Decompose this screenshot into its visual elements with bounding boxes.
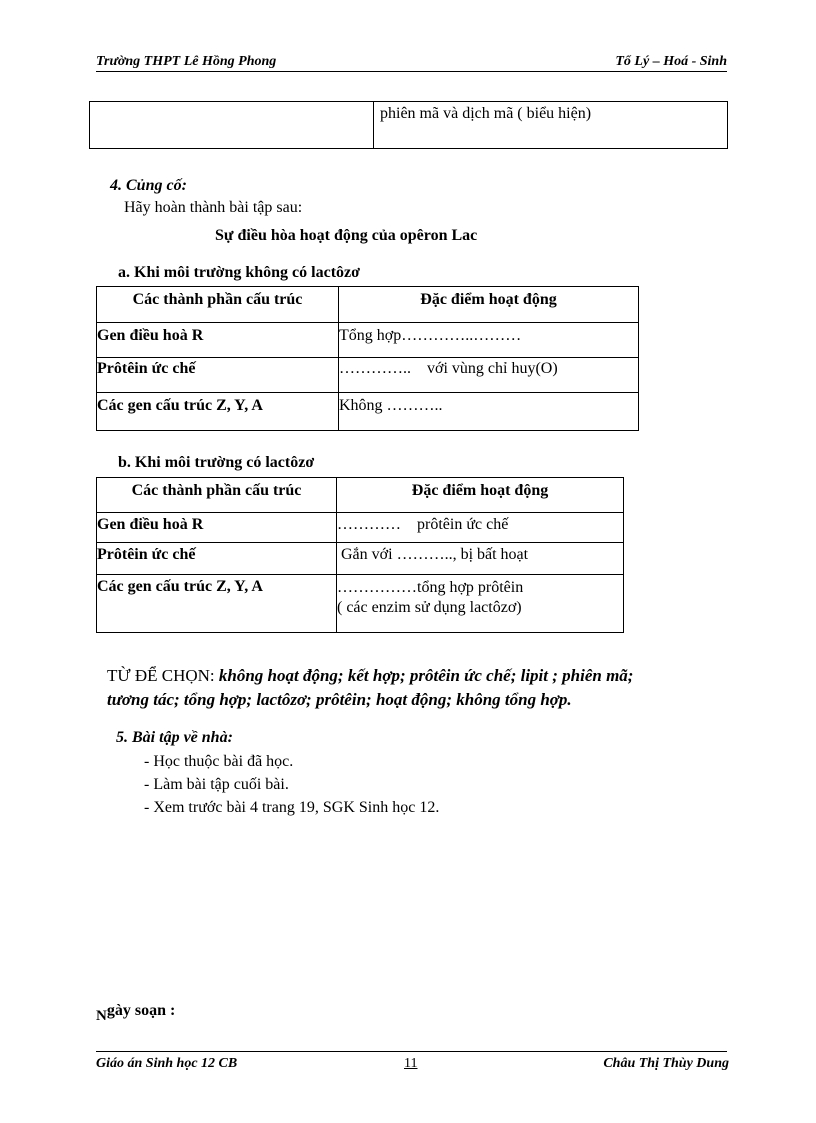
- table-b-caption: b. Khi môi trường có lactôzơ: [118, 454, 315, 471]
- table-a-row2-component: Prôtêin ức chế: [97, 358, 339, 393]
- table-b-row2-activity: Gắn với ……….., bị bất hoạt: [337, 543, 624, 575]
- section4-subtitle: Sự điều hòa hoạt động của opêron Lac: [215, 227, 478, 244]
- word-bank-words2: tương tác; tổng hợp; lactôzơ; prôtêin; hoạt động; không tổng hợp.: [107, 690, 572, 709]
- table-a-row3-activity: Không ………..: [339, 393, 639, 431]
- table-a-caption: a. Khi môi trường không có lactôzơ: [118, 264, 360, 281]
- table-a-header-structure: Các thành phần cấu trúc: [97, 287, 339, 323]
- word-bank: [107, 664, 747, 712]
- table-b-row3-activity-line1: ……………tổng hợp prôtêin: [337, 579, 524, 596]
- header-rule: [96, 71, 727, 72]
- table-b-header-activity: Đặc điểm hoạt động: [337, 478, 624, 513]
- homework-list: [144, 750, 439, 819]
- footer-author: Châu Thị Thùy Dung: [603, 1056, 729, 1071]
- continuation-left-cell: [90, 102, 374, 149]
- table-a: [96, 286, 639, 431]
- table-b-row3-activity-line2: ( các enzim sử dụng lactôzơ): [337, 599, 522, 616]
- preparation-date-label: gày soạn :: [106, 1002, 176, 1019]
- word-bank-label: TỪ ĐỂ CHỌN:: [107, 666, 219, 685]
- footer-rule: [96, 1051, 727, 1052]
- word-bank-line1: [107, 664, 747, 688]
- table-b-row3-activity: [337, 575, 624, 633]
- table-a-row2-activity: ………….. với vùng chỉ huy(O): [339, 358, 639, 393]
- table-a-header-activity: Đặc điểm hoạt động: [339, 287, 639, 323]
- table-b-row3-component: Các gen cấu trúc Z, Y, A: [97, 575, 337, 633]
- table-a-row1-activity: Tổng hợp…………..………: [339, 323, 639, 358]
- table-b-row1-activity: ………… prôtêin ức chế: [337, 513, 624, 543]
- continuation-right-cell: phiên mã và dịch mã ( biểu hiện): [374, 102, 728, 149]
- homework-item: - Làm bài tập cuối bài.: [144, 776, 289, 793]
- homework-item: - Học thuộc bài đã học.: [144, 753, 294, 770]
- section4-title: 4. Củng cố:: [110, 177, 187, 194]
- header-school: Trường THPT Lê Hồng Phong: [96, 54, 277, 69]
- word-bank-words1: không hoạt động; kết hợp; prôtêin ức chế; lipit ; phiên mã;: [218, 666, 634, 685]
- section5-title: 5. Bài tập về nhà:: [116, 729, 233, 746]
- table-b-row1-component: Gen điều hoà R: [97, 513, 337, 543]
- homework-item: - Xem trước bài 4 trang 19, SGK Sinh học 12.: [144, 799, 440, 816]
- preparation-date: [96, 1002, 176, 1024]
- table-b-row2-component: Prôtêin ức chế: [97, 543, 337, 575]
- footer-page-number: 11: [404, 1056, 418, 1071]
- table-a-row3-component: Các gen cấu trúc Z, Y, A: [97, 393, 339, 431]
- table-b: [96, 477, 624, 633]
- preparation-date-initial: N: [96, 1008, 107, 1024]
- table-a-row1-component: Gen điều hoà R: [97, 323, 339, 358]
- continuation-table: [89, 101, 728, 149]
- section4-instruction: Hãy hoàn thành bài tập sau:: [124, 199, 303, 216]
- footer-course: Giáo án Sinh học 12 CB: [96, 1056, 238, 1071]
- header-department: Tổ Lý – Hoá - Sinh: [615, 54, 727, 69]
- table-b-header-structure: Các thành phần cấu trúc: [97, 478, 337, 513]
